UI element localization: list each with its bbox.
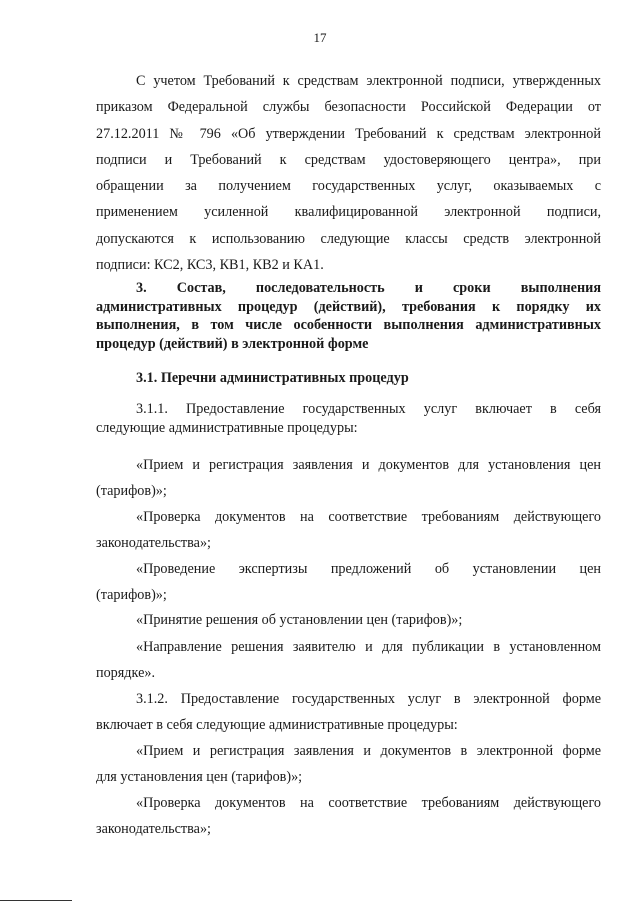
section-3-1-heading: 3.1. Перечни административных процедур [136, 370, 409, 386]
text-line: «Направление решения заявителю и для публикации в установленном [136, 639, 601, 655]
text-line: подписи: КС2, КС3, КВ1, КВ2 и КА1. [96, 257, 324, 274]
text-line: законодательства»; [96, 535, 211, 552]
list-item [96, 607, 601, 633]
text-line: С учетом Требований к средствам электронной подписи, утвержденных [136, 73, 601, 89]
text-line: 27.12.2011 № 796 «Об утверждении Требований к средствам электронной [96, 125, 601, 142]
text-line: «Проверка документов на соответствие требованиям действующего [136, 509, 601, 525]
list-item [96, 790, 601, 843]
text-line: «Принятие решения об установлении цен (тарифов)»; [136, 612, 463, 628]
text-line: «Прием и регистрация заявления и документов для установления цен [136, 457, 601, 473]
list-item [96, 452, 601, 505]
intro-paragraph [96, 68, 601, 278]
list-item [96, 634, 601, 687]
list-item [96, 738, 601, 791]
footnote-divider [0, 900, 72, 901]
page-number: 17 [313, 30, 327, 45]
text-line: следующие административные процедуры: [96, 420, 358, 436]
text-line: «Проверка документов на соответствие требованиям действующего [136, 795, 601, 811]
paragraph-3-1-2 [96, 686, 601, 739]
text-line: применением усиленной квалифицированной электронной подписи, [96, 204, 601, 221]
text-line: процедур (действий) в электронной форме [96, 335, 369, 352]
text-line: (тарифов)»; [96, 587, 167, 604]
text-line: подписи и Требований к средствам удостоверяющего центра», при [96, 151, 601, 168]
text-line: «Прием и регистрация заявления и документов в электронной форме [136, 743, 601, 759]
text-line: административных процедур (действий), требования к порядку их [96, 298, 601, 315]
text-line: (тарифов)»; [96, 483, 167, 500]
text-line: 3.1.1. Предоставление государственных услуг включает в себя [136, 401, 601, 417]
text-line: порядке». [96, 665, 156, 682]
text-line: включает в себя следующие административные процедуры: [96, 717, 458, 734]
text-line: допускаются к использованию следующие классы средств электронной [96, 230, 601, 247]
paragraph-3-1-1 [96, 400, 601, 438]
text-line: приказом Федеральной службы безопасности Российской Федерации от [96, 99, 601, 116]
text-line: 3.1.2. Предоставление государственных услуг в электронной форме [136, 691, 601, 707]
text-line: для установления цен (тарифов)»; [96, 769, 303, 786]
section-3-heading [96, 279, 601, 353]
text-line: выполнения, в том числе особенности выполнения административных [96, 317, 601, 333]
list-item [96, 556, 601, 609]
text-line: законодательства»; [96, 821, 211, 838]
text-line: «Проведение экспертизы предложений об установлении цен [136, 561, 601, 577]
text-line: обращении за получением государственных услуг, оказываемых с [96, 178, 601, 195]
text-line: 3. Состав, последовательность и сроки выполнения [136, 280, 601, 296]
list-item [96, 504, 601, 557]
